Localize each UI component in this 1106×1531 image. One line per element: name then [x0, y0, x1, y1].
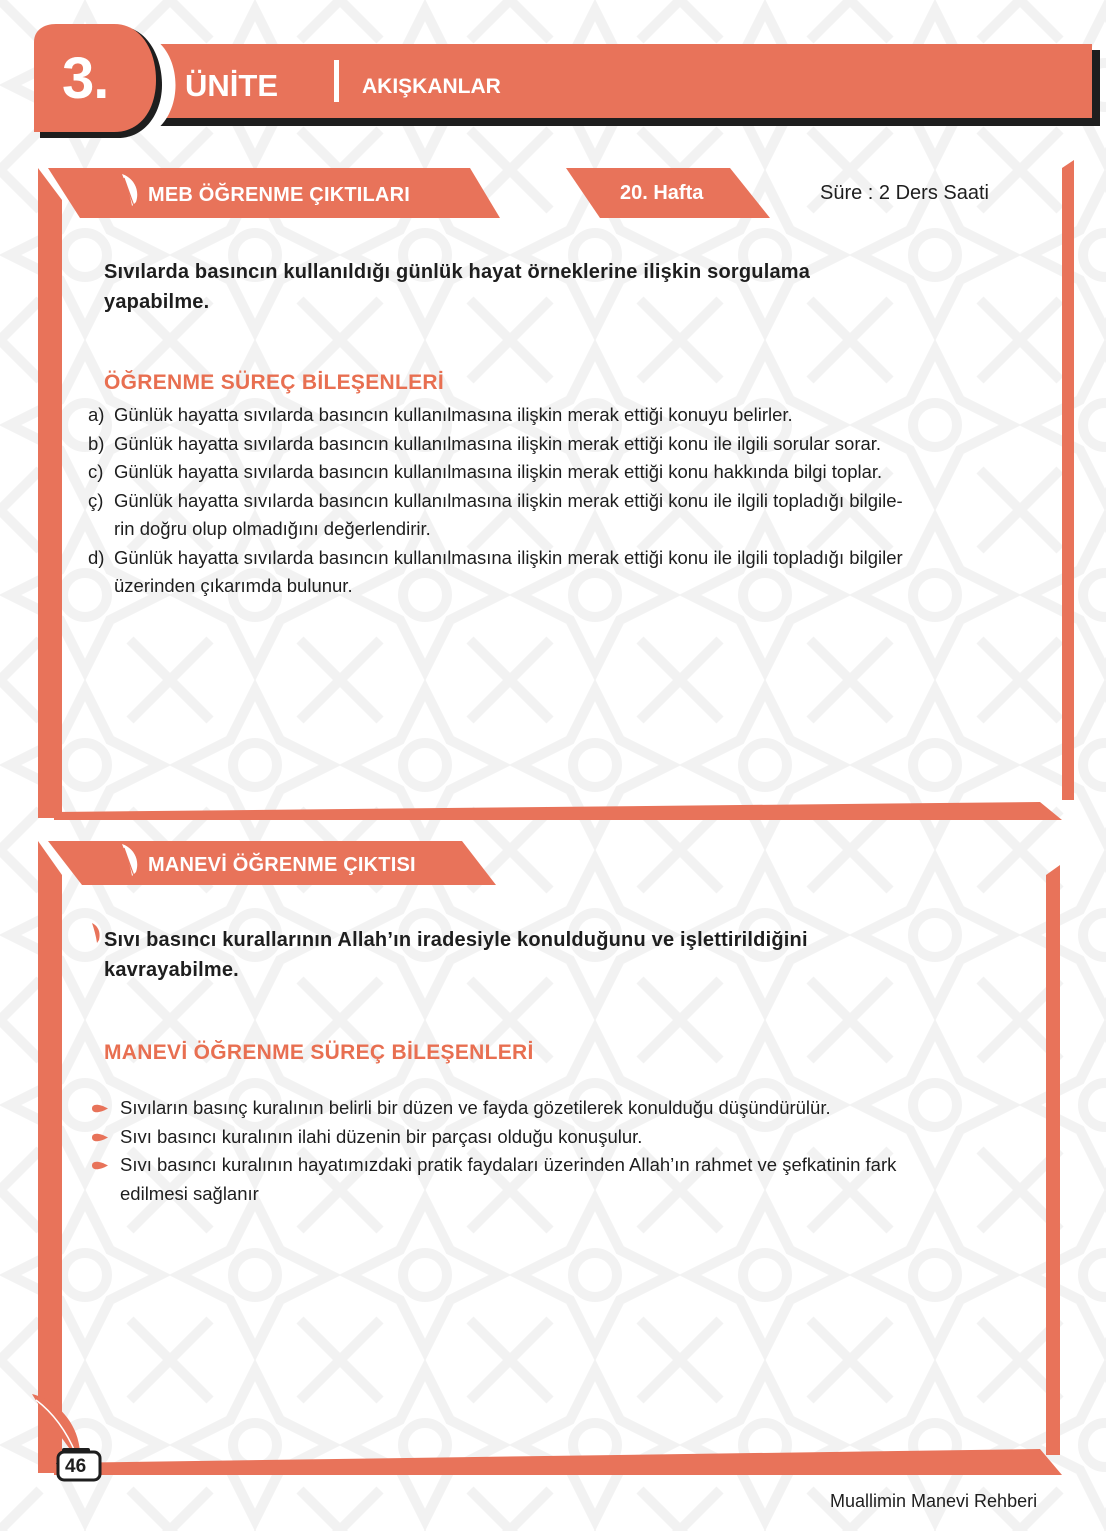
manevi-outcome-line: kavrayabilme.	[104, 959, 239, 981]
list-marker: b)	[88, 432, 105, 454]
manevi-process-list	[88, 1094, 1048, 1208]
unit-label: ÜNİTE	[185, 68, 278, 103]
quill-icon	[118, 842, 142, 878]
list-item	[88, 430, 1058, 459]
list-item	[88, 544, 1058, 601]
list-marker: d)	[88, 546, 105, 568]
process-list	[88, 401, 1058, 601]
process-title: ÖĞRENME SÜREÇ BİLEŞENLERİ	[104, 371, 445, 394]
list-item	[88, 458, 1058, 487]
list-marker: a)	[88, 404, 105, 425]
meb-outcome	[104, 257, 810, 317]
page-number: 46	[65, 1456, 87, 1477]
list-item-text: Günlük hayatta sıvılarda basıncın kullanılmasına ilişkin merak ettiği konu ile ilgili sorular sorar.	[114, 432, 882, 454]
unit-number: 3.	[62, 46, 109, 111]
list-item-text: rin doğru olup olmadığını değerlendirir.	[114, 518, 431, 539]
list-item	[88, 1151, 1048, 1208]
week-badge: 20. Hafta	[620, 182, 704, 204]
list-item	[88, 1094, 1048, 1123]
list-item-text: Sıvı basıncı kuralının hayatımızdaki pratik faydaları üzerinden Allah’ın rahmet ve şefkatinin fark	[120, 1154, 897, 1175]
duration-text: Süre : 2 Ders Saati	[820, 182, 989, 204]
list-item	[88, 401, 1058, 430]
list-marker: ç)	[88, 489, 104, 511]
list-item-text: üzerinden çıkarımda bulunur.	[114, 575, 353, 596]
list-item-text: Sıvıların basınç kuralının belirli bir düzen ve fayda gözetilerek konulduğu düşündürülür.	[120, 1097, 831, 1118]
quill-bullet-icon	[90, 922, 102, 944]
unit-title: AKIŞKANLAR	[362, 75, 501, 98]
list-item-text: Sıvı basıncı kuralının ilahi düzenin bir parçası olduğu konuşulur.	[120, 1125, 643, 1147]
manevi-outcome-line: Sıvı basıncı kurallarının Allah’ın iradesiyle konulduğunu ve işlettirildiğini	[104, 929, 808, 951]
bullet-icon	[92, 1160, 108, 1171]
list-marker: c)	[88, 461, 104, 482]
meb-section-title: MEB ÖĞRENME ÇIKTILARI	[148, 184, 410, 206]
list-item	[88, 1123, 1048, 1152]
manevi-section-title: MANEVİ ÖĞRENME ÇIKTISI	[148, 854, 416, 876]
list-item-text: Günlük hayatta sıvılarda basıncın kullanılmasına ilişkin merak ettiği konu ile ilgili topladığı bilgile-	[114, 489, 903, 511]
header-banner	[0, 0, 1106, 160]
book-title: Muallimin Manevi Rehberi	[830, 1491, 1038, 1511]
list-item-text: Günlük hayatta sıvılarda basıncın kullanılmasına ilişkin merak ettiği konu ile ilgili topladığı bilgiler	[114, 546, 903, 568]
list-item	[88, 487, 1058, 544]
list-item-text: Günlük hayatta sıvılarda basıncın kullanılmasına ilişkin merak ettiği konuyu belirler.	[114, 404, 793, 425]
quill-icon	[118, 172, 142, 208]
meb-outcome-line: yapabilme.	[104, 291, 210, 313]
list-item-text: edilmesi sağlanır	[120, 1182, 259, 1204]
manevi-outcome	[104, 925, 808, 985]
bullet-icon	[92, 1103, 108, 1114]
list-item-text: Günlük hayatta sıvılarda basıncın kullanılmasına ilişkin merak ettiği konu hakkında bilgi toplar.	[114, 461, 883, 482]
manevi-process-title: MANEVİ ÖĞRENME SÜREÇ BİLEŞENLERİ	[104, 1041, 534, 1064]
bullet-icon	[92, 1132, 108, 1143]
meb-outcome-line: Sıvılarda basıncın kullanıldığı günlük hayat örneklerine ilişkin sorgulama	[104, 261, 811, 283]
